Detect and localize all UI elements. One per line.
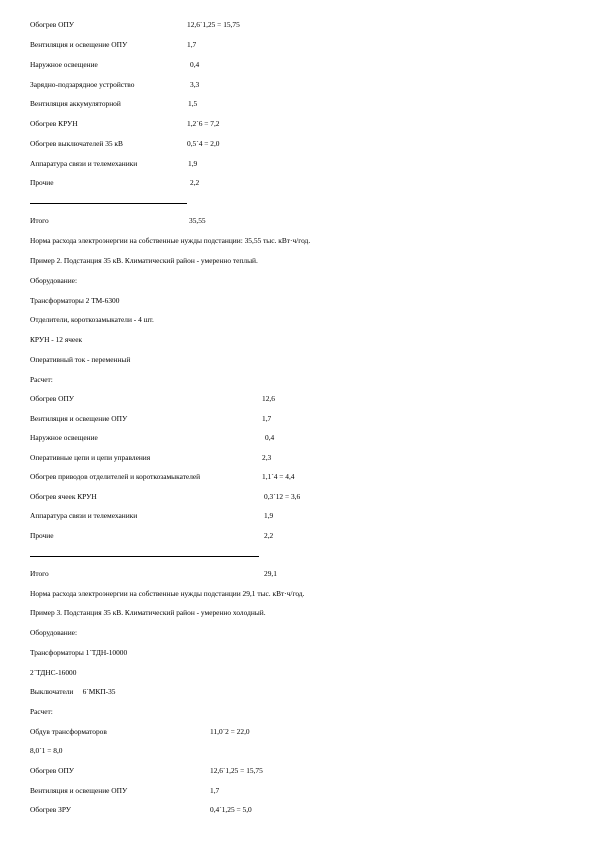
row-value: 12,6´1,25 = 15,75: [210, 766, 263, 775]
calc-heading: Расчет:: [30, 707, 53, 716]
row-label: Обогрев ячеек КРУН: [30, 492, 97, 501]
row-value: 1,9: [264, 511, 274, 520]
row-label: Вентиляция и освещение ОПУ: [30, 40, 128, 49]
row-value: 1,7: [210, 786, 220, 795]
row-label: Обогрев КРУН: [30, 119, 78, 128]
example-heading: Пример 2. Подстанция 35 кВ. Климатический район - умеренно теплый.: [30, 256, 258, 265]
row-value: 1,1´4 = 4,4: [262, 472, 295, 481]
row-label: Наружное освещение: [30, 60, 98, 69]
row-label: Обогрев ОПУ: [30, 20, 75, 29]
row-value: 1,5: [188, 99, 198, 108]
row-value: 2,2: [264, 531, 274, 540]
row-label: Оперативные цепи и цепи управления: [30, 453, 151, 462]
norm-text: Норма расхода электроэнергии на собственные нужды подстанции: 35,55 тыс. кВт·ч/год.: [30, 236, 311, 245]
row-value: 3,3: [190, 80, 200, 89]
row-label: Вентиляция и освещение ОПУ: [30, 414, 128, 423]
equipment-heading: Оборудование:: [30, 276, 77, 285]
calc-heading: Расчет:: [30, 375, 53, 384]
row-value: 0,5´4 = 2,0: [187, 139, 220, 148]
row-value: 29,1: [264, 569, 277, 578]
row-label: Обогрев приводов отделителей и короткозамыкателей: [30, 472, 201, 481]
equipment-item: Трансформаторы 1´ТДН-10000: [30, 648, 128, 657]
row-label: Прочие: [30, 531, 54, 540]
equipment-item: Отделители, короткозамыкатели - 4 шт.: [30, 315, 154, 324]
row-label: Обогрев ОПУ: [30, 766, 75, 775]
equipment-item: 2´ТДНС-16000: [30, 668, 77, 677]
row-value: 1,7: [262, 414, 272, 423]
row-value: 0,4: [265, 433, 275, 442]
row-value: 1,2´6 = 7,2: [187, 119, 220, 128]
equipment-heading: Оборудование:: [30, 628, 77, 637]
row-label: 8,0´1 = 8,0: [30, 746, 63, 755]
row-value: 11,0´2 = 22,0: [210, 727, 250, 736]
row-label: Вентиляция и освещение ОПУ: [30, 786, 128, 795]
divider-line: [30, 556, 259, 557]
row-value: 12,6´1,25 = 15,75: [187, 20, 240, 29]
row-label: Наружное освещение: [30, 433, 98, 442]
equipment-item: Трансформаторы 2 ТМ-6300: [30, 296, 120, 305]
row-label: Итого: [30, 569, 49, 578]
row-value: 1,9: [188, 159, 198, 168]
row-label: Обогрев выключателей 35 кВ: [30, 139, 123, 148]
row-value: 2,3: [262, 453, 272, 462]
row-label: Обогрев ОПУ: [30, 394, 75, 403]
row-label: Прочие: [30, 178, 54, 187]
equipment-item: Выключатели 6´МКП-35: [30, 687, 116, 696]
row-label: Аппаратура связи и телемеханики: [30, 159, 138, 168]
example-heading: Пример 3. Подстанция 35 кВ. Климатический район - умеренно холодный.: [30, 608, 266, 617]
row-label: Зарядно-подзарядное устройство: [30, 80, 135, 89]
row-value: 0,4´1,25 = 5,0: [210, 805, 252, 814]
row-value: 35,55: [189, 216, 206, 225]
row-value: 1,7: [187, 40, 197, 49]
row-value: 12,6: [262, 394, 275, 403]
divider-line: [30, 203, 187, 204]
row-label: Итого: [30, 216, 49, 225]
equipment-item: Оперативный ток - переменный: [30, 355, 131, 364]
row-label: Вентиляция аккумуляторной: [30, 99, 121, 108]
row-value: 0,4: [190, 60, 200, 69]
row-label: Обогрев ЗРУ: [30, 805, 71, 814]
row-label: Аппаратура связи и телемеханики: [30, 511, 138, 520]
equipment-item: КРУН - 12 ячеек: [30, 335, 83, 344]
row-value: 0,3´12 = 3,6: [264, 492, 301, 501]
row-value: 2,2: [190, 178, 200, 187]
norm-text: Норма расхода электроэнергии на собственные нужды подстанции 29,1 тыс. кВт·ч/год.: [30, 589, 305, 598]
row-label: Обдув трансформаторов: [30, 727, 107, 736]
